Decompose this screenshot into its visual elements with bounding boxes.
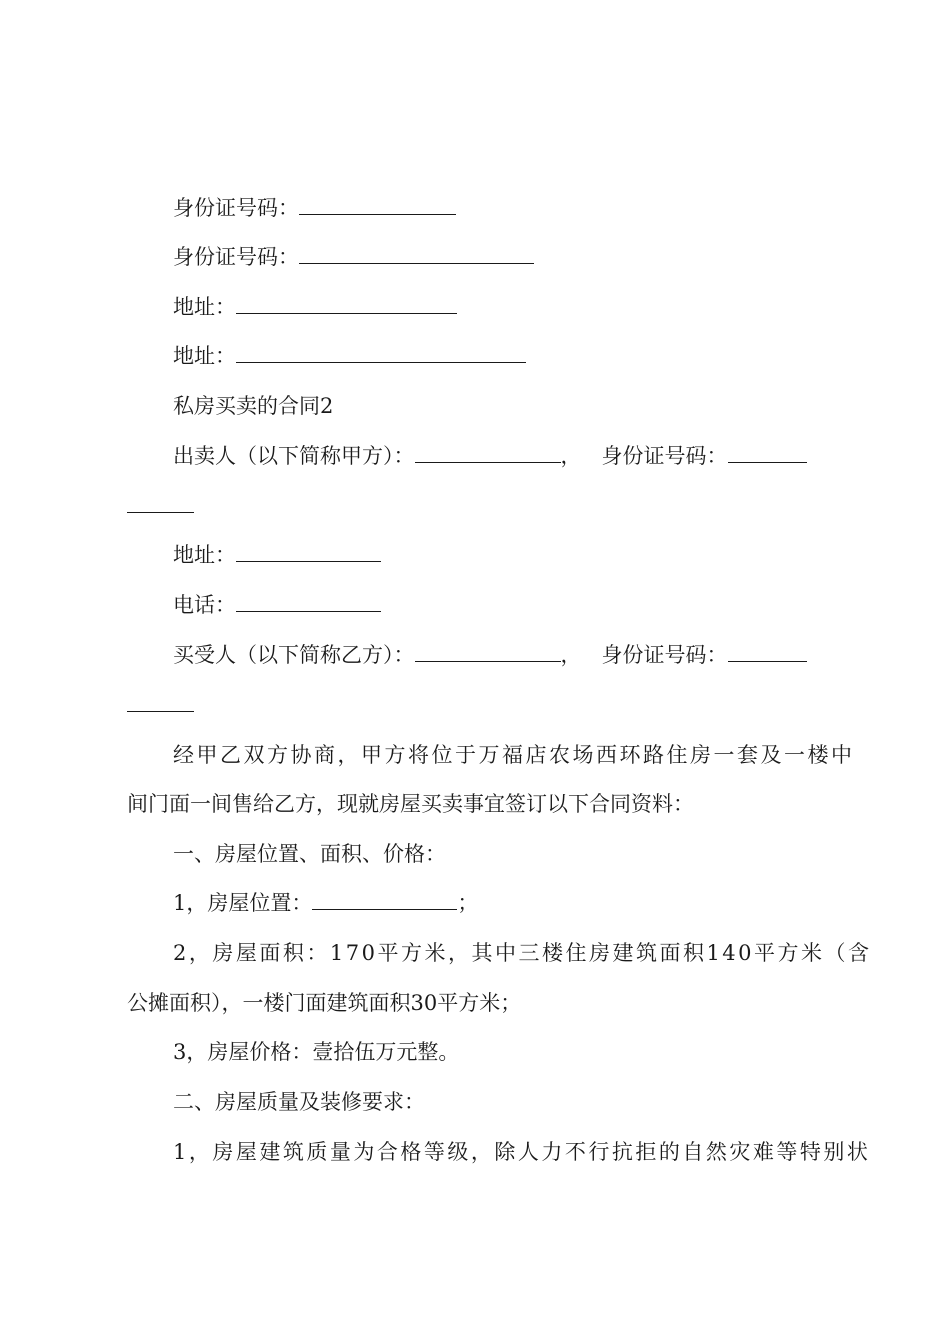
address-line-2 — [173, 342, 526, 370]
buyer-label: 买受人（以下简称乙方）： — [173, 643, 415, 667]
seller-phone-line — [173, 591, 381, 619]
phone-blank — [236, 591, 381, 612]
address-label: 地址： — [173, 344, 236, 368]
section-heading-1: 一、房屋位置、面积、价格： — [173, 842, 446, 866]
address-blank — [236, 342, 526, 363]
id-number-label: 身份证号码： — [173, 196, 299, 220]
house-location-line: 1，房屋位置： ； — [173, 891, 479, 915]
buyer-id-blank-continued — [127, 711, 194, 712]
address-blank — [236, 541, 381, 562]
section-heading-2: 二、房屋质量及装修要求： — [173, 1090, 425, 1114]
house-location-blank — [312, 889, 457, 910]
address-label: 地址： — [173, 543, 236, 567]
quality-line-1: 1，房屋建筑质量为合格等级，除人力不行抗拒的自然灾难等特别状 — [173, 1140, 871, 1164]
buyer-id-blank — [728, 641, 807, 662]
address-blank — [236, 293, 457, 314]
house-area-line-1: 2，房屋面积：170平方米，其中三楼住房建筑面积140平方米（含 — [173, 941, 872, 965]
buyer-id-label: 身份证号码： — [601, 643, 728, 667]
paragraph-intro-line-1: 经甲乙双方协商，甲方将位于万福店农场西环路住房一套及一楼中 — [173, 743, 855, 767]
seller-id-blank — [728, 442, 807, 463]
house-price-line: 3，房屋价格：壹拾伍万元整。 — [173, 1040, 460, 1064]
seller-id-label: 身份证号码： — [601, 444, 728, 468]
seller-label: 出卖人（以下简称甲方）： — [173, 444, 415, 468]
seller-id-blank-continued — [127, 512, 194, 513]
id-number-label: 身份证号码： — [173, 245, 299, 269]
contract-title: 私房买卖的合同2 — [173, 394, 334, 418]
house-location-label: 1，房屋位置： — [173, 891, 313, 915]
id-number-line-2 — [173, 243, 534, 271]
seller-line: 出卖人（以下简称甲方）： ， 身份证号码： — [173, 442, 807, 470]
id-number-blank — [299, 243, 534, 264]
paragraph-intro-line-2: 间门面一间售给乙方，现就房屋买卖事宜签订以下合同资料： — [127, 792, 694, 816]
address-label: 地址： — [173, 295, 236, 319]
address-line-1 — [173, 293, 457, 321]
buyer-name-blank — [415, 641, 561, 662]
id-number-line-1 — [173, 194, 456, 222]
buyer-line: 买受人（以下简称乙方）： ， 身份证号码： — [173, 641, 807, 669]
seller-address-line — [173, 541, 381, 569]
id-number-blank — [299, 194, 456, 215]
seller-name-blank — [415, 442, 561, 463]
phone-label: 电话： — [173, 593, 236, 617]
house-area-line-2: 公摊面积），一楼门面建筑面积30平方米； — [127, 991, 522, 1015]
